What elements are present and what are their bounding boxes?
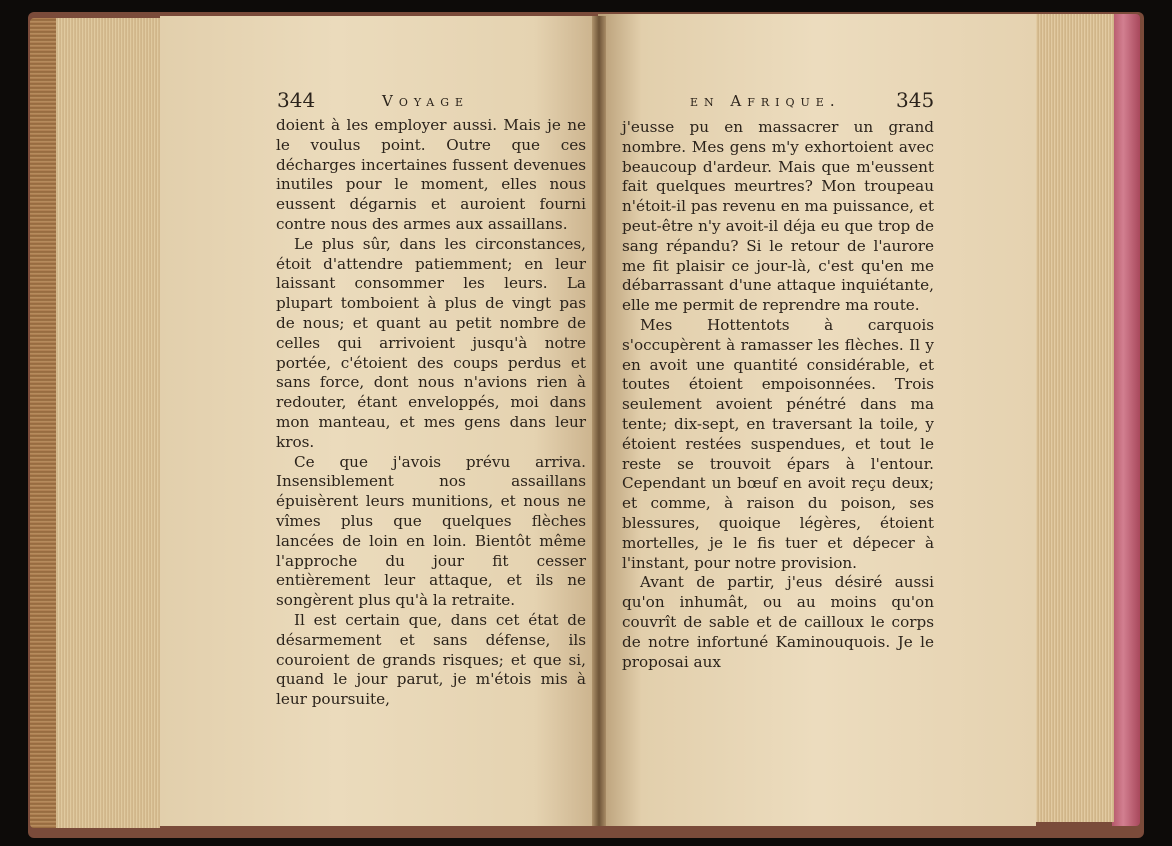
left-page-number: 344 — [277, 88, 316, 112]
right-page-number: 345 — [896, 88, 935, 112]
page-edges-left — [56, 18, 160, 828]
page-edges-right — [1034, 14, 1114, 822]
paragraph: Mes Hottentots à carquois s'occupèrent à ramasser les flèches. Il y en avoit une quantité considérable, et toutes étoient empoisonnées. Trois seulement avoient pénétré dans ma tente; dix-sept, en traversant la toile, y étoient restées suspendues, et tout le reste se trouvoit épars à l'entour. Cependant un bœuf en avoit reçu deux; et comme, à raison du poison, ses blessures, quoique légères, étoient mortelles, je le fis tuer et dépecer à l'instant, pour notre provision. — [622, 315, 934, 572]
paragraph: j'eusse pu en massacrer un grand nombre. Mes gens m'y exhortoient avec beaucoup d'ardeur. Mais que m'eussent fait quelques meurtres? Mon troupeau n'étoit-il pas revenu en ma puissance, et peut-être n'y avoit-il déja eu que trop de sang répandu? Si le retour de l'aurore me fit plaisir ce jour-là, c'est qu'en me débarrassant d'une attaque inquiétante, elle me permit de reprendre ma route. — [622, 118, 934, 315]
left-page-text — [276, 116, 586, 710]
paragraph: Le plus sûr, dans les circonstances, étoit d'attendre patiemment; en leur laissant consommer les leurs. La plupart tomboient à plus de vingt pas de nous; et quant au petit nombre de celles qui arrivoient jusqu'à notre portée, c'étoient des coups perdus et sans force, dont nous n'avions rien à redouter, étant enveloppés, moi dans mon manteau, et mes gens dans leur kros. — [276, 234, 586, 451]
left-running-head: Voyage — [382, 92, 470, 110]
right-page-text — [622, 118, 934, 672]
right-running-head: en Afrique. — [690, 92, 841, 110]
paragraph: Ce que j'avois prévu arriva. Insensiblement nos assaillans épuisèrent leurs munitions, et nous ne vîmes plus que quelques flèches lancées de loin en loin. Bientôt même l'approche du jour fit cesser entièrement leur attaque, et ils ne songèrent plus qu'à la retraite. — [276, 452, 586, 610]
paragraph: Avant de partir, j'eus désiré aussi qu'on inhumât, ou au moins qu'on couvrît de sable et de cailloux le corps de notre infortuné Kaminouquois. Je le proposai aux — [622, 573, 934, 671]
book-gutter — [592, 16, 606, 826]
cover-edge-right — [1112, 14, 1140, 826]
paragraph: doient à les employer aussi. Mais je ne le voulus point. Outre que ces décharges incertaines fussent devenues inutiles pour le moment, elles nous eussent dégarnis et auroient fourni contre nous des armes aux assaillans. — [276, 116, 586, 233]
paragraph: Il est certain que, dans cet état de désarmement et sans défense, ils couroient de grands risques; et que si, quand le jour parut, je m'étois mis à leur poursuite, — [276, 610, 586, 709]
